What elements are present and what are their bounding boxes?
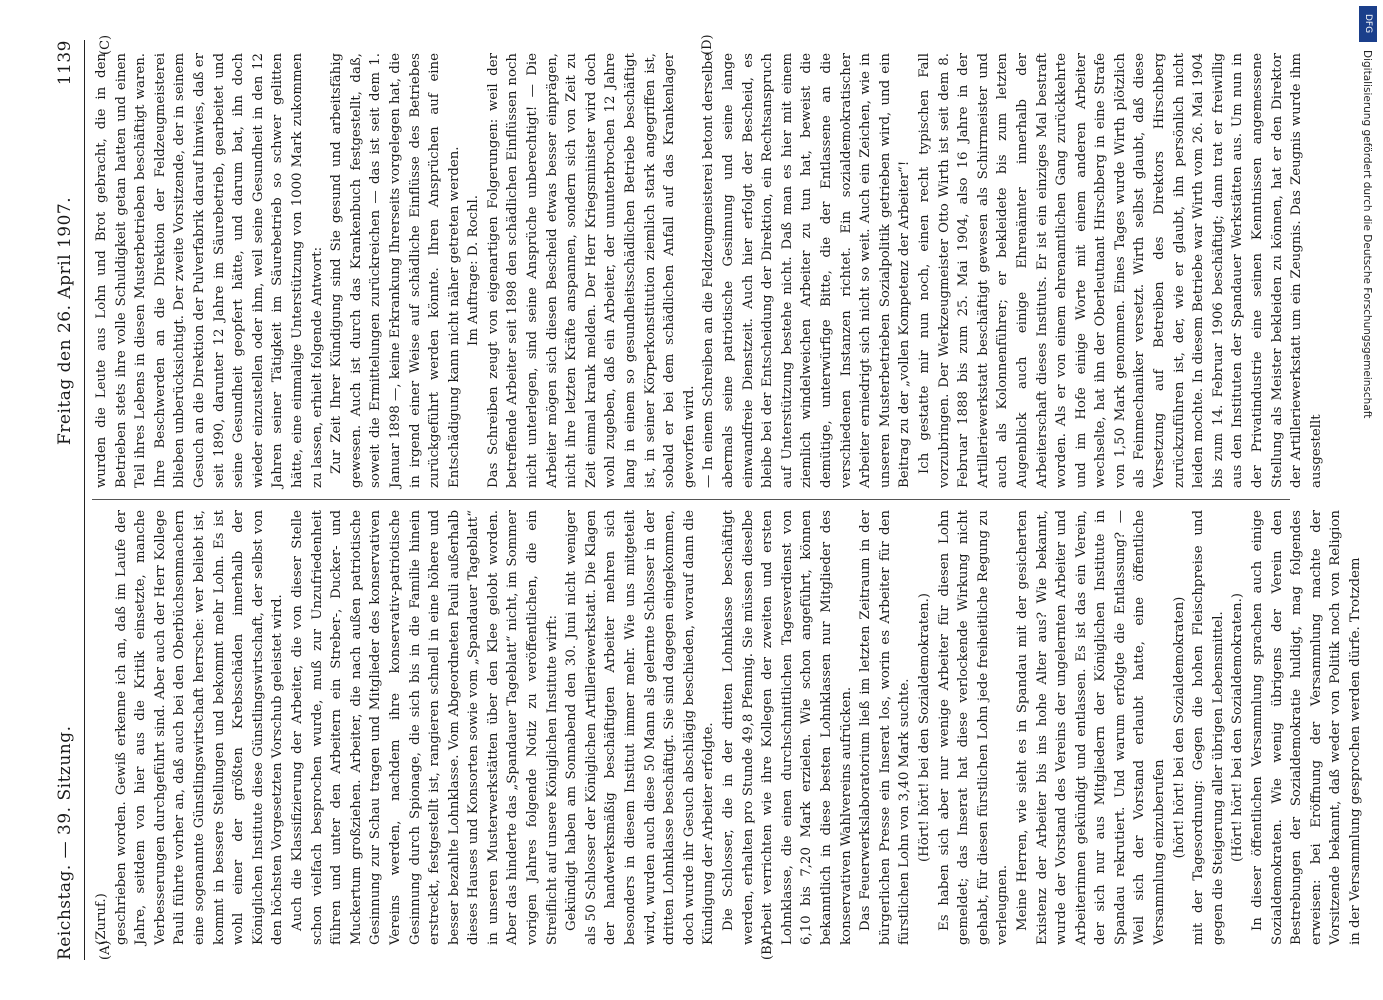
margin-marker-a: (A) — [98, 940, 113, 960]
paragraph: Ich gestatte mir nun noch, einen recht typischen Fall vorzubringen. Der Werkzeugmeister Otto Wirth ist seit dem 8. Februar 1888 bis zum 25. Mai 1904, also 16 Jahre in der Artilleriewerkstatt beschäftigt gewesen als Schirrmeister und auch als Kolonnenführer; er bekleidete bis zum letzten Augenblick auch einige Ehrenämter innerhalb der Arbeiterschaft dieses Instituts. Er ist ein einziges Mal bestraft worden. Als er von einem ehrenamtlichen Gang zurückkehrte und im Hofe einige Worte mit einem anderen Arbeiter wechselte, hat ihn der Oberleutnant Hirschberg in eine Strafe von 1,50 Mark genommen. Eines Tages wurde Wirth plötzlich als Feinmechaniker versetzt. Wirth selbst glaubt, daß diese Versetzung auf Betreiben des Direktors Hirschberg zurückzuführen ist, der, wie er glaubt, ihn persönlich nicht leiden mochte. In diesem Betriebe war Wirth vom 26. Mai 1904 bis zum 14. Februar 1906 beschäftigt; dann trat er freiwillig aus den Instituten der Spandauer Werkstätten aus. Um nun in der Privatindustrie eine seinen Kenntnissen angemessene Stellung als Meister bekleiden zu können, hat er den Direktor der Artilleriewerkstatt um ein Zeugnis. Das Zeugnis wurde ihm ausgestellt — [916, 53, 1324, 488]
column-divider — [92, 499, 1290, 500]
paragraph: (Hört! hört! bei den Sozialdemokraten.) — [916, 593, 932, 863]
paragraph: geschrieben worden. Gewiß erkenne ich an, daß im Laufe der Jahre, seitdem von hier aus die Kritik einsetzte, manche Verbesserungen durchgeführt sind. Aber auch der Herr Kollege Pauli führte vorher an, daß auch bei den Oberbüchsenmachern eine sogenannte Günstlingswirtschaft herrsche: wer beliebt ist, kommt in bessere Stellungen und bekommt mehr Lohn. Es ist wohl einer der größten Krebsschäden innerhalb der Königlichen Institute diese Günstlingswirtschaft, der selbst von den höchsten Vorgesetzten Vorschub geleistet wird. — [113, 510, 286, 945]
header-rule — [84, 40, 85, 960]
paragraph: Auch die Klassifizierung der Arbeiter, die von dieser Stelle schon vielfach besprochen wurde, muß zur Unzufriedenheit führen und unter den Arbeitern ein Streber-, Ducker- und Muckertum großziehen. Arbeiter, die nach außen patriotische Gesinnung zur Schau tragen und Mitglieder des konservativen Vereins werden, nachdem ihre konservativ-patriotische Gesinnung durch Spionage, die sich bis in die Familie hinein erstreckt, festgestellt ist, rangieren schnell in eine höhere und besser bezahlte Lohnklasse. Vom Abgeordneten Pauli außerhalb dieses Hauses und Konsorten sowie vom „Spandauer Tageblatt“ in unseren Musterwerkstätten über den Klee gelobt worden. Aber das hinderte das „Spandauer Tageblatt“ nicht, im Sommer vorigen Jahres folgende Notiz zu veröffentlichen, die ein Streiflicht auf unsere Königlichen Institute wirft: — [289, 510, 560, 945]
paragraph: Gekündigt haben am Sonnabend den 30. Juni nicht weniger als 50 Schlosser der Königlichen Artilleriewerkstatt. Die Klagen der handwerksmäßig beschäftigten Arbeiter mehren sich besonders in diesem Institut immer mehr. Wie uns mitgeteilt wird, wurden auch diese 50 Mann als gelernte Schlosser in der dritten Lohnklasse beschäftigt. Sie sind dagegen eingekommen, doch wurde ihr Gesuch abschlägig beschieden, worauf dann die Kündigung der Arbeiter erfolgte. — [564, 510, 717, 945]
header-date: Freitag den 26. April 1907. — [55, 196, 75, 445]
right-text-column — [92, 53, 1324, 488]
margin-marker-d: (D) — [700, 34, 715, 55]
paragraph: — In einem Schreiben an die Feldzeugmeisterei betont derselbe abermals seine patriotische Gesinnung und seine lange einwandfreie Dienstzeit. Auch hier erfolgt der Bescheid, es bleibe bei der Entscheidung der Direktion, ein Rechtsanspruch auf Unterstützung bestehe nicht. Daß man es hier mit einem ziemlich windelweichen Arbeiter zu tun hat, beweist die demütige, unterwürfige Bitte, die der Entlassene an die verschiedenen Instanzen richtet. Ein sozialdemokratischer Arbeiter erniedrigt sich nicht so weit. Auch ein Zeichen, wie in unseren Musterbetrieben Sozialpolitik getrieben wird, und ein Beitrag zu der „vollen Kompetenz der Arbeiter“! — [701, 53, 913, 488]
margin-marker-c: (C) — [98, 34, 113, 55]
dfg-credit-text: Digitalisierung gefördert durch die Deutsche Forschungsgemeinschaft — [1361, 50, 1373, 419]
paragraph: Es haben sich aber nur wenige Arbeiter für diesen Lohn gemeldet; das Inserat hat diese verlockende Wirkung nicht gehabt, für diesen fürstlichen Lohn jede freiheitliche Regung zu verleugnen. — [936, 510, 1011, 945]
margin-marker-b: (B) — [760, 940, 775, 960]
paragraph: (Zuruf.) — [94, 893, 109, 945]
paragraph: wurden die Leute aus Lohn und Brot gebracht, die in den Betrieben stets ihre volle Schuldigkeit getan hatten und einen Teil ihres Lebens in diesen Musterbetrieben beschäftigt waren. Ihre Beschwerden an die Direktion der Feldzeugmeisterei blieben unberücksichtigt. Der zweite Vorsitzende, der in seinem Gesuch an die Direktion der Pulverfabrik darauf hinwies, daß er seit 1890, darunter 12 Jahre im Säurebetrieb, gearbeitet und seine Gesundheit geopfert hätte, und darum bat, ihn doch wieder einzustellen oder ihm, weil seine Gesundheit in den 12 Jahren seiner Tätigkeit im Säurebetrieb so schwer gelitten hätte, eine einmalige Unterstützung von 1000 Mark zukommen zu lassen, erhielt folgende Antwort: — [94, 53, 325, 488]
paragraph: Das Feuerwerkslaboratorium ließ im letzten Zeitraum in der bürgerlichen Presse ein Inserat los, worin es Arbeiter für den fürstlichen Lohn von 3,40 Mark suchte. — [858, 510, 913, 945]
paragraph: Im Auftrage: D. Rochl. — [466, 194, 482, 347]
dfg-stamp — [1359, 6, 1379, 996]
paragraph: Die Schlosser, die in der dritten Lohnklasse beschäftigt werden, erhalten pro Stunde 49,8 Pfennig. Sie müssen dieselbe Arbeit verrichten wie ihre Kollegen der zweiten und ersten Lohnklasse, die einen durchschnittlichen Tagesverdienst von 6,10 bis 7,20 Mark erzielen. Wie schon angeführt, können bekanntlich in diese besten Lohnklassen nur Mitglieder des konservativen Wahlvereins aufrücken. — [721, 510, 854, 945]
left-text-column — [92, 510, 1363, 945]
header-title: Reichstag. — 39. Sitzung. — [55, 725, 75, 960]
page-number: 1139 — [55, 40, 75, 86]
paragraph: Zur Zeit Ihrer Kündigung sind Sie gesund und arbeitsfähig gewesen. Auch ist durch das Krankenbuch festgestellt, daß, soweit die Ermittelungen zurückreichen — das ist seit dem 1. Januar 1898 —, keine Erkrankung Ihrerseits vorgelegen hat, die in irgend einer Weise auf schädliche Einflüsse des Betriebes zurückgeführt werden könnte. Ihren Ansprüchen auf eine Entschädigung kann nicht näher getreten werden. — [329, 53, 462, 488]
paragraph: (Hört! hört! bei den Sozialdemokraten.) — [1230, 593, 1246, 863]
paragraph: Meine Herren, wie sieht es in Spandau mit der gesicherten Existenz der Arbeiter bis ins hohe Alter aus? Wie bekannt, wurde der Vorstand des Vereins der ungelernten Arbeiter und Arbeiterinnen gekündigt und entlassen. Es ist das ein Verein, der sich nur aus Mitgliedern der Königlichen Institute in Spandau rekrutiert. Und warum erfolgte die Entlassung? — Weil sich der Vorstand erlaubt hatte, eine öffentliche Versammlung einzuberufen — [1014, 510, 1168, 945]
paragraph: mit der Tagesordnung: Gegen die hohen Fleischpreise und gegen die Steigerung aller übrigen Lebensmittel. — [1191, 510, 1226, 945]
paragraph: (hört! hört! bei den Sozialdemokraten) — [1171, 596, 1187, 859]
dfg-logo: DFG — [1359, 6, 1377, 42]
paragraph: In dieser öffentlichen Versammlung sprachen auch einige Sozialdemokraten. Wie wenig übrigens der Verein den Bestrebungen der Sozialdemokratie huldigt, mag folgendes erweisen: bei Eröffnung der Versammlung machte der Vorsitzende bekannt, daß weder von Politik noch von Religion in der Versammlung gesprochen werden dürfe. Trotzdem — [1250, 510, 1363, 945]
running-header — [55, 40, 81, 960]
paragraph: Das Schreiben zeugt von eigenartigen Folgerungen: weil der betreffende Arbeiter seit 1898 den schädlichen Einflüssen noch nicht unterlegen, sind seine Ansprüche unberechtigt! — Die Arbeiter mögen sich diesen Bescheid etwas besser einprägen, nicht ihre letzten Kräfte anspannen, sondern sich von Zeit zu Zeit einmal krank melden. Der Herr Kriegsminister wird doch wohl zugeben, daß ein Arbeiter, der ununterbrochen 12 Jahre lang in einem so gesundheitsschädlichen Betriebe beschäftigt ist, in seiner Körperkonstitution ziemlich stark angegriffen ist, sobald er bei dem schädlichen Anfall auf das Krankenlager geworfen wird. — [485, 53, 697, 488]
